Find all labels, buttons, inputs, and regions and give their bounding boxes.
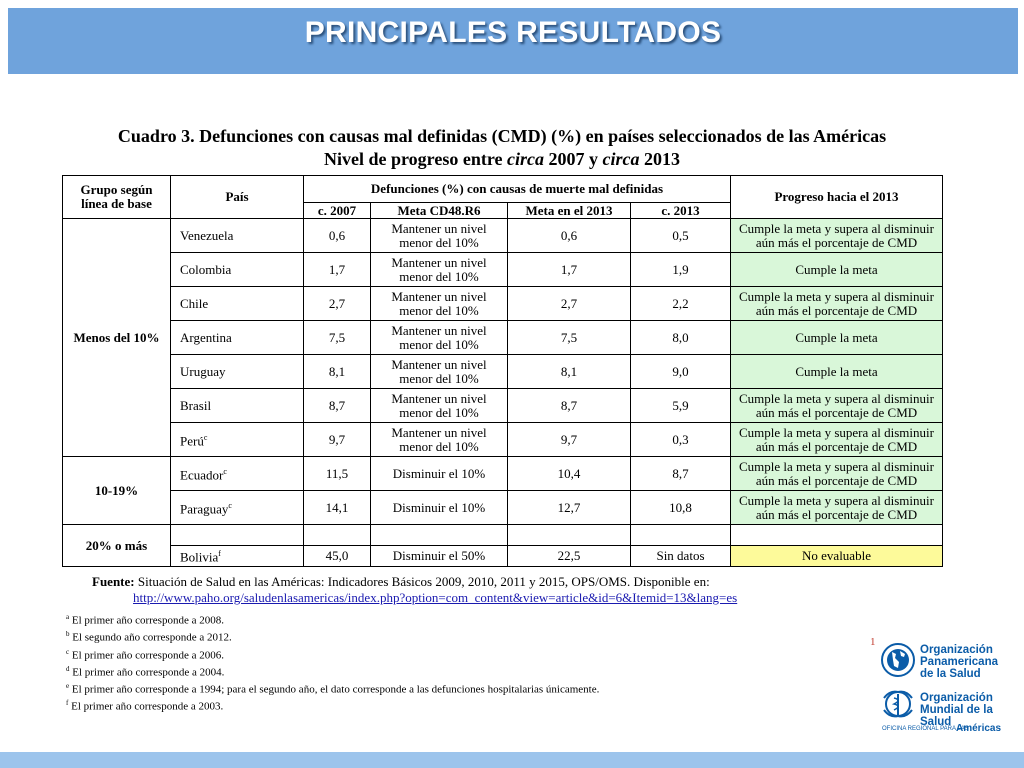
header-meta: Meta CD48.R6 <box>371 203 508 219</box>
c2007-cell: 8,7 <box>304 389 371 423</box>
c2013-cell: 8,7 <box>631 457 731 491</box>
country-cell: Argentina <box>171 321 304 355</box>
c2007-cell: 45,0 <box>304 546 371 567</box>
progress-cell: Cumple la meta y supera al disminuir aún más el porcentaje de CMD <box>731 389 943 423</box>
footnote: $^f$ El primer año corresponde a 2003. <box>66 699 224 713</box>
c2007-cell: 2,7 <box>304 287 371 321</box>
c2013-cell: 8,0 <box>631 321 731 355</box>
meta2013-cell: 2,7 <box>508 287 631 321</box>
group-cell: Menos del 10% <box>63 219 171 457</box>
empty-cell <box>731 525 943 546</box>
header-c2013: c. 2013 <box>631 203 731 219</box>
footnote: $^b$ El segundo año corresponde a 2012. <box>66 630 232 644</box>
progress-cell: Cumple la meta y supera al disminuir aún más el porcentaje de CMD <box>731 457 943 491</box>
table-caption-line1: Cuadro 3. Defunciones con causas mal definidas (CMD) (%) en países seleccionados de las Américas <box>117 126 887 146</box>
country-cell: Perú$^c$ <box>171 423 304 457</box>
footnote: $^a$ El primer año corresponde a 2008. <box>66 613 224 627</box>
progress-cell: No evaluable <box>731 546 943 567</box>
table-caption-line2: Nivel de progreso entre circa 2007 y circa 2013 <box>324 149 680 169</box>
meta-cell: Mantener un nivel menor del 10% <box>371 389 508 423</box>
table-row <box>63 253 943 287</box>
footnote: $^e$ El primer año corresponde a 1994; para el segundo año, el dato corresponde a las defunciones hospitalarias únicamente. <box>66 682 600 696</box>
header-deaths: Defunciones (%) con causas de muerte mal definidas <box>304 176 731 203</box>
meta2013-cell: 12,7 <box>508 491 631 525</box>
table-row <box>63 457 943 491</box>
footnote-mark: c <box>223 466 227 476</box>
meta-cell: Disminuir el 50% <box>371 546 508 567</box>
meta-cell: Mantener un nivel menor del 10% <box>371 321 508 355</box>
c2013-cell: 9,0 <box>631 355 731 389</box>
country-cell: Chile <box>171 287 304 321</box>
empty-cell <box>304 525 371 546</box>
meta2013-cell: 9,7 <box>508 423 631 457</box>
country-cell: Venezuela <box>171 219 304 253</box>
country-cell: Uruguay <box>171 355 304 389</box>
c2007-cell: 7,5 <box>304 321 371 355</box>
footnote: $^c$ El primer año corresponde a 2006. <box>66 647 224 662</box>
c2013-cell: 0,3 <box>631 423 731 457</box>
c2013-cell: 1,9 <box>631 253 731 287</box>
header-country: País <box>171 176 304 219</box>
table-row <box>63 219 943 253</box>
who-name: Organización Mundial de la Salud <box>920 692 993 728</box>
progress-cell: Cumple la meta <box>731 355 943 389</box>
country-cell: Paraguay$^c$ <box>171 491 304 525</box>
footnotes <box>66 611 599 715</box>
c2013-cell: Sin datos <box>631 546 731 567</box>
table-row <box>63 355 943 389</box>
empty-cell <box>371 525 508 546</box>
table-row <box>63 525 943 546</box>
paho-name: Organización Panamericana de la Salud <box>920 644 998 680</box>
progress-cell: Cumple la meta <box>731 253 943 287</box>
regional-office-label: OFICINA REGIONAL PARA LAS <box>882 726 969 732</box>
results-table <box>62 175 943 567</box>
table-row <box>63 546 943 567</box>
table-row <box>63 491 943 525</box>
meta-cell: Disminuir el 10% <box>371 457 508 491</box>
footnote: $^d$ El primer año corresponde a 2004. <box>66 664 225 679</box>
country-cell: Bolivia$^f$ <box>171 546 304 567</box>
meta-cell: Mantener un nivel menor del 10% <box>371 219 508 253</box>
table-row <box>63 287 943 321</box>
header-group: Grupo según línea de base <box>63 176 171 219</box>
country-cell: Colombia <box>171 253 304 287</box>
group-cell: 20% o más <box>63 525 171 567</box>
c2013-cell: 5,9 <box>631 389 731 423</box>
c2007-cell: 1,7 <box>304 253 371 287</box>
progress-cell: Cumple la meta y supera al disminuir aún más el porcentaje de CMD <box>731 423 943 457</box>
slide-title: PRINCIPALES RESULTADOS <box>304 16 722 49</box>
c2013-cell: 0,5 <box>631 219 731 253</box>
meta-cell: Mantener un nivel menor del 10% <box>371 355 508 389</box>
meta-cell: Disminuir el 10% <box>371 491 508 525</box>
footnote-mark: f <box>218 549 221 559</box>
meta2013-cell: 10,4 <box>508 457 631 491</box>
paho-globe-icon <box>880 642 916 678</box>
source-line: Fuente: Situación de Salud en las Américas: Indicadores Básicos 2009, 2010, 2011 y 2015, OPS/OMS. Disponible en: <box>92 574 710 589</box>
org-logos <box>880 640 1020 740</box>
progress-cell: Cumple la meta y supera al disminuir aún más el porcentaje de CMD <box>731 219 943 253</box>
c2007-cell: 9,7 <box>304 423 371 457</box>
regional-office-name: Américas <box>956 723 1002 734</box>
footnote-mark: c <box>203 432 208 442</box>
group-cell: 10-19% <box>63 457 171 525</box>
header-c2007: c. 2007 <box>304 203 371 219</box>
empty-cell <box>631 525 731 546</box>
footnote-mark: c <box>228 500 232 510</box>
c2007-cell: 11,5 <box>304 457 371 491</box>
country-cell <box>171 525 304 546</box>
table-row <box>63 423 943 457</box>
country-cell: Ecuador$^c$ <box>171 457 304 491</box>
source-link[interactable]: http://www.paho.org/saludenlasamericas/index.php?option=com_content&view=article&id=6&Itemid=13&lang=es <box>133 590 738 605</box>
meta2013-cell: 8,1 <box>508 355 631 389</box>
meta2013-cell: 1,7 <box>508 253 631 287</box>
c2007-cell: 14,1 <box>304 491 371 525</box>
header-progress: Progreso hacia el 2013 <box>731 176 943 219</box>
title-banner <box>8 8 1018 74</box>
who-emblem-icon <box>880 686 916 722</box>
meta2013-cell: 0,6 <box>508 219 631 253</box>
meta-cell: Mantener un nivel menor del 10% <box>371 423 508 457</box>
c2007-cell: 8,1 <box>304 355 371 389</box>
progress-cell: Cumple la meta y supera al disminuir aún más el porcentaje de CMD <box>731 287 943 321</box>
table-row <box>63 321 943 355</box>
meta-cell: Mantener un nivel menor del 10% <box>371 253 508 287</box>
progress-cell: Cumple la meta <box>731 321 943 355</box>
footer-bar <box>0 752 1024 768</box>
c2013-cell: 10,8 <box>631 491 731 525</box>
country-cell: Brasil <box>171 389 304 423</box>
header-meta2013: Meta en el 2013 <box>508 203 631 219</box>
c2007-cell: 0,6 <box>304 219 371 253</box>
meta2013-cell: 8,7 <box>508 389 631 423</box>
c2013-cell: 2,2 <box>631 287 731 321</box>
meta-cell: Mantener un nivel menor del 10% <box>371 287 508 321</box>
empty-cell <box>508 525 631 546</box>
meta2013-cell: 7,5 <box>508 321 631 355</box>
meta2013-cell: 22,5 <box>508 546 631 567</box>
progress-cell: Cumple la meta y supera al disminuir aún más el porcentaje de CMD <box>731 491 943 525</box>
table-row <box>63 389 943 423</box>
page-number: 1 <box>870 636 876 648</box>
